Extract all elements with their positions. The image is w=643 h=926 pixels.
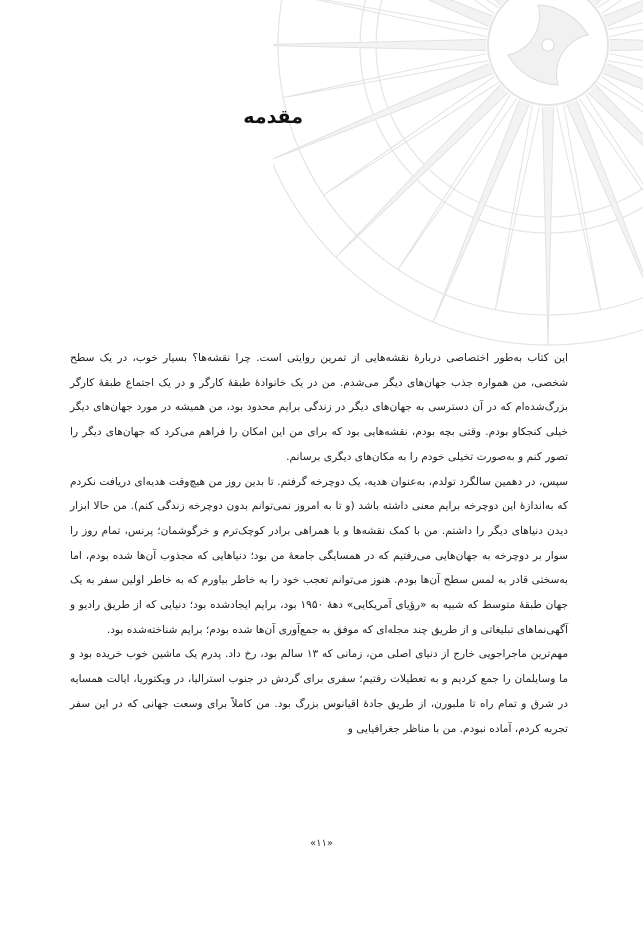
paragraph: سپس، در دهمین سالگرد تولدم، به‌عنوان هدیه، یک دوچرخه گرفتم. تا بدین روز من هیچ‌وقت هدیه‌ای دریافت نکردم که به‌اندازهٔ این دوچرخه برایم معنی داشته باشد (و تا به امروز نمی‌توانم بدون دوچرخه زندگی کنم). من حالا ابزار دیدن دنیاهای دیگر را داشتم. من با کمک نقشه‌ها و با همراهی برادر کوچک‌ترم و خرگوشمان؛ پرنس، تمام روز را سوار بر دوچرخه به جهان‌هایی می‌رفتیم که در همسایگی جامعهٔ من بود؛ دنیاهایی که مجذوب آن‌ها شده بودم، اما به‌سختی قادر به لمس سطح آن‌ها بودم. هنوز می‌توانم تعجب خود را به خاطر بیاورم که به خاطر اولین سفر به یک جهان طبقهٔ متوسط که شبیه به «رؤیای آمریکایی» دههٔ ۱۹۵۰ بود، برایم ایجادشده بود؛ دنیایی که از طریق رادیو و آگهی‌نماهای تبلیغاتی و از طریق چند مجله‌ای که موفق به جمع‌آوری آن‌ها شده بودم؛ برایم شناخته‌شده بود.	[70, 475, 569, 636]
paragraph: این کتاب به‌طور اختصاصی دربارهٔ نقشه‌هایی از تمرین روایتی است. چرا نقشه‌ها؟ بسیار خوب، در یک سطح شخصی، من همواره جذب جهان‌های دیگر می‌شدم. من در یک خانوادهٔ طبقهٔ کارگر و در یک اجتماع طبقهٔ کارگر بزرگ‌شده‌ام که در آن دسترسی به جهان‌های دیگر در زندگی برایم محدود بود، من همیشه در مورد جهان‌های دیگر خیلی کنجکاو بودم. وقتی بچه بودم، نقشه‌هایی بود که برای من این امکان را فراهم می‌کرد که جهان‌های دیگر را تصور کنم و به‌صورت تخیلی خودم را به مکان‌های دیگری برسانم.	[70, 352, 568, 463]
paragraph: مهم‌ترین ماجراجویی خارج از دنیای اصلی من، زمانی که ۱۳ سالم بود، رخ داد. پدرم یک ماشین خوب خریده بود و ما وسایلمان را جمع کردیم و به تعطیلات رفتیم؛ سفری برای گردش در جنوب استرالیا، در ویکتوریا، ایالت همسایه در شرق و تمام راه تا ملبورن، از طریق جادهٔ اقیانوس بزرگ بود. من کاملاً برای وسعت جهانی که در این سفر تجربه کردم، آماده نبودم. من با مناظر جغرافیایی و	[70, 648, 568, 735]
compass-ray	[603, 0, 643, 27]
compass-rose-ornament	[273, 0, 643, 360]
compass-ray	[433, 100, 529, 322]
compass-ray	[610, 39, 643, 50]
compass-rose-graphic	[273, 0, 643, 360]
compass-ray	[542, 107, 553, 345]
body-text	[70, 346, 568, 741]
chapter-title: مقدمه	[243, 106, 303, 128]
compass-ray	[283, 53, 488, 97]
compass-ray	[398, 94, 517, 269]
compass-ray	[273, 39, 486, 50]
compass-ray	[495, 105, 539, 310]
compass-ray	[336, 0, 508, 5]
compass-ray	[273, 0, 493, 27]
compass-ray	[556, 105, 600, 310]
compass-ray	[273, 63, 493, 159]
compass-ray	[324, 76, 499, 195]
page-number: «۱۱»	[310, 838, 333, 849]
